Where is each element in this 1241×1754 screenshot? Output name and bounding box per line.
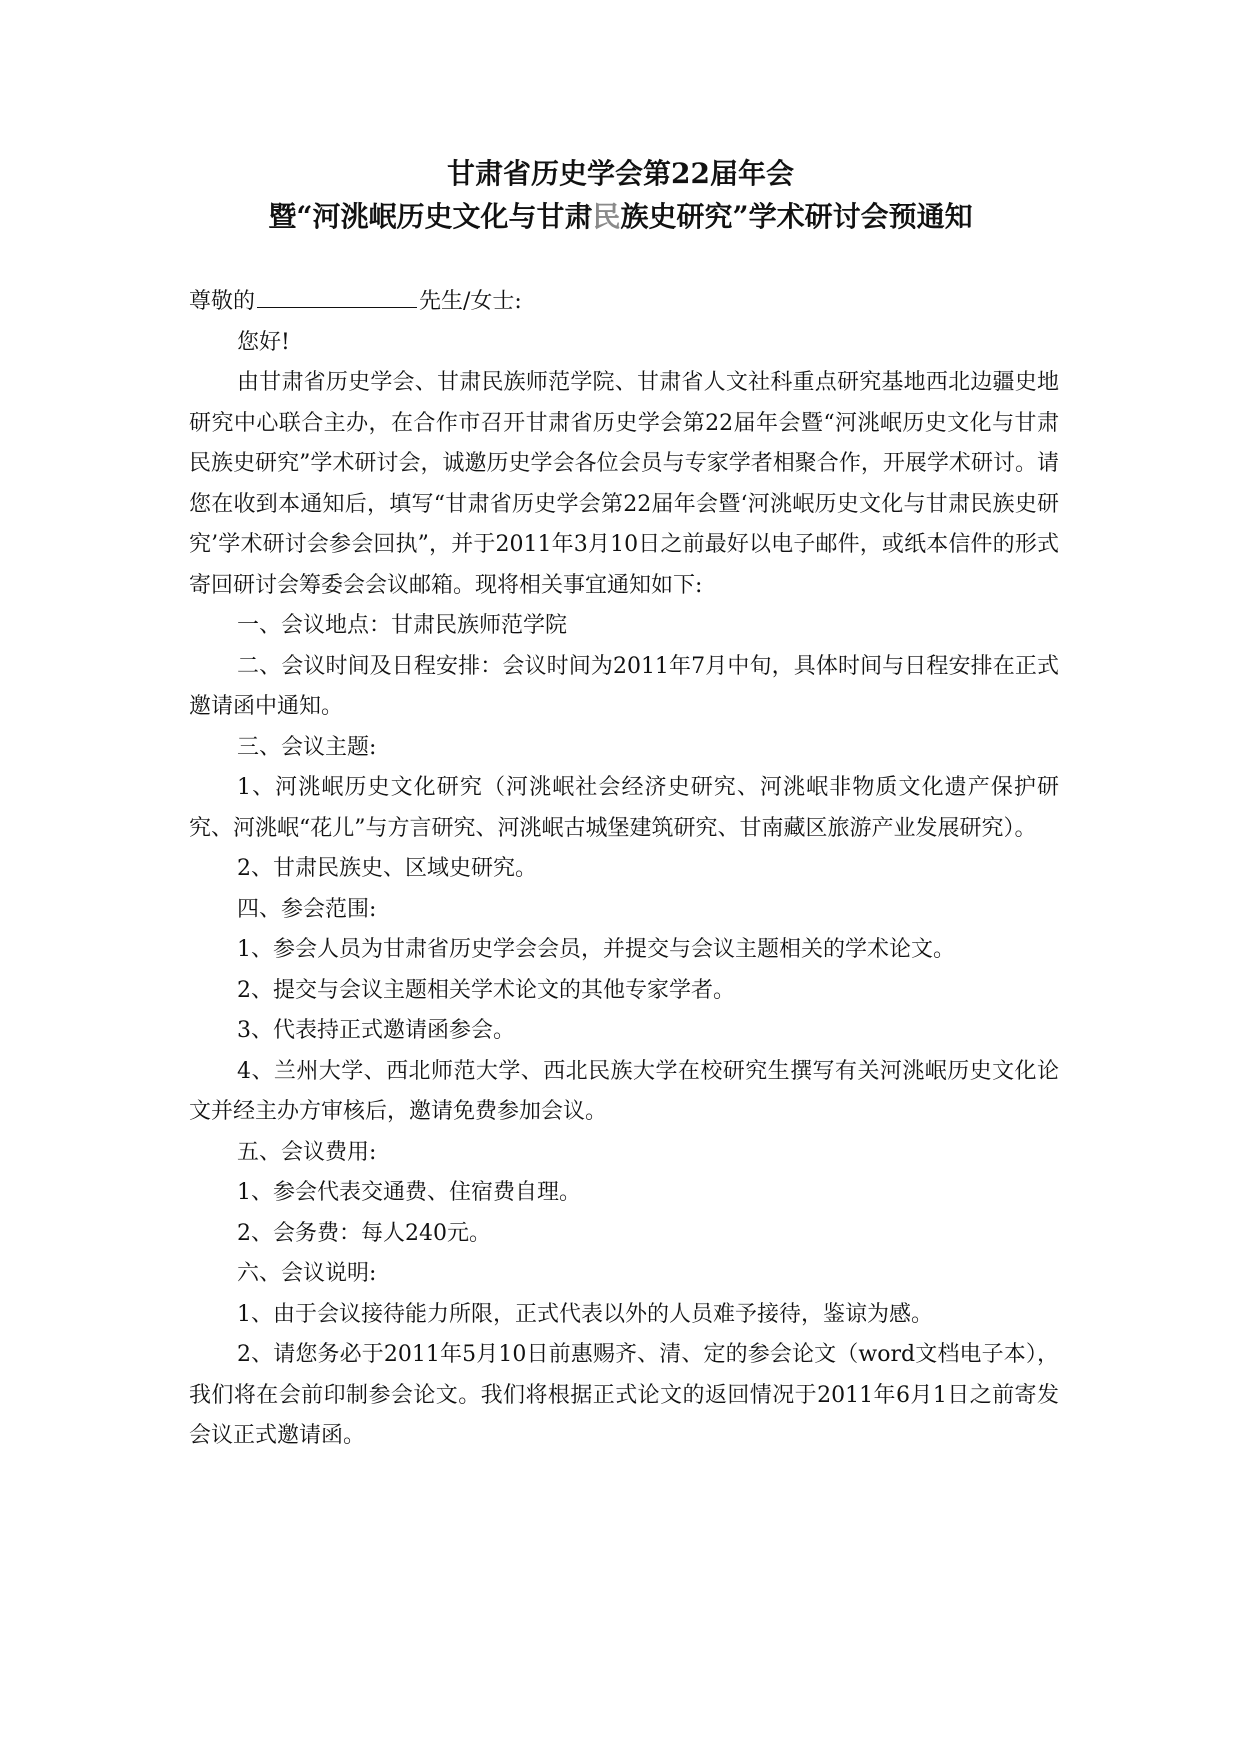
theme-item-2: 2、甘肃民族史、区域史研究。 bbox=[237, 856, 537, 881]
note-item-1: 1、由于会议接待能力所限，正式代表以外的人员难予接待，鉴谅为感。 bbox=[237, 1301, 933, 1327]
salutation-prefix: 尊敬的 bbox=[189, 289, 256, 314]
section-time: 二、会议时间及日程安排：会议时间为2011年7月中旬，具体时间与日程安排在正式邀请函中通知。 bbox=[189, 653, 1059, 719]
title-line-2 bbox=[0, 197, 1241, 237]
scope-item-3: 3、代表持正式邀请函参会。 bbox=[237, 1018, 515, 1043]
salutation-suffix: 先生/女士: bbox=[419, 289, 522, 314]
title-line-2-part-c: 族史研究”学术研讨会预通知 bbox=[620, 200, 973, 233]
section-theme-heading: 三、会议主题: bbox=[237, 734, 377, 760]
title-line-2-highlight: 民 bbox=[592, 200, 621, 233]
salutation bbox=[189, 282, 1059, 323]
section-note-heading: 六、会议说明: bbox=[237, 1261, 377, 1286]
greeting: 您好! bbox=[237, 329, 290, 355]
scope-item-2: 2、提交与会议主题相关学术论文的其他专家学者。 bbox=[237, 977, 735, 1003]
intro-paragraph: 由甘肃省历史学会、甘肃民族师范学院、甘肃省人文社科重点研究基地西北边疆史地研究中心联合主办，在合作市召开甘肃省历史学会第22届年会暨“河洮岷历史文化与甘肃民族史研究”学术研讨会，诚邀历史学会各位会员与专家学者相聚合作，开展学术研讨。请您在收到本通知后，填写“甘肃省历史学会第22届年会暨‘河洮岷历史文化与甘肃民族史研究’学术研讨会参会回执”，并于2011年3月10日之前最好以电子邮件，或纸本信件的形式寄回研讨会筹委会会议邮箱。现将相关事宜通知如下: bbox=[189, 370, 1060, 598]
scope-item-1: 1、参会人员为甘肃省历史学会会员，并提交与会议主题相关的学术论文。 bbox=[237, 937, 955, 962]
title-line-1: 甘肃省历史学会第22届年会 bbox=[447, 157, 794, 190]
fee-item-2: 2、会务费：每人240元。 bbox=[237, 1220, 491, 1246]
scope-item-4: 4、兰州大学、西北师范大学、西北民族大学在校研究生撰写有关河洮岷历史文化论文并经主办方审核后，邀请免费参加会议。 bbox=[189, 1058, 1059, 1124]
fee-item-1: 1、参会代表交通费、住宿费自理。 bbox=[237, 1180, 581, 1205]
section-fee-heading: 五、会议费用: bbox=[237, 1139, 377, 1165]
document-body bbox=[189, 282, 1059, 1457]
title-line-2-part-a: 暨“河洮岷历史文化与甘肃 bbox=[268, 200, 593, 233]
theme-item-1: 1、河洮岷历史文化研究（河洮岷社会经济史研究、河洮岷非物质文化遗产保护研究、河洮岷“花儿”与方言研究、河洮岷古城堡建筑研究、甘南藏区旅游产业发展研究）。 bbox=[189, 775, 1059, 841]
section-location: 一、会议地点：甘肃民族师范学院 bbox=[237, 613, 568, 638]
name-blank-line bbox=[257, 285, 417, 308]
note-item-2: 2、请您务必于2011年5月10日前惠赐齐、清、定的参会论文（word文档电子本），我们将在会前印制参会论文。我们将根据正式论文的返回情况于2011年6月1日之前寄发会议正式邀请函。 bbox=[189, 1342, 1059, 1448]
section-scope-heading: 四、参会范围: bbox=[237, 896, 377, 922]
